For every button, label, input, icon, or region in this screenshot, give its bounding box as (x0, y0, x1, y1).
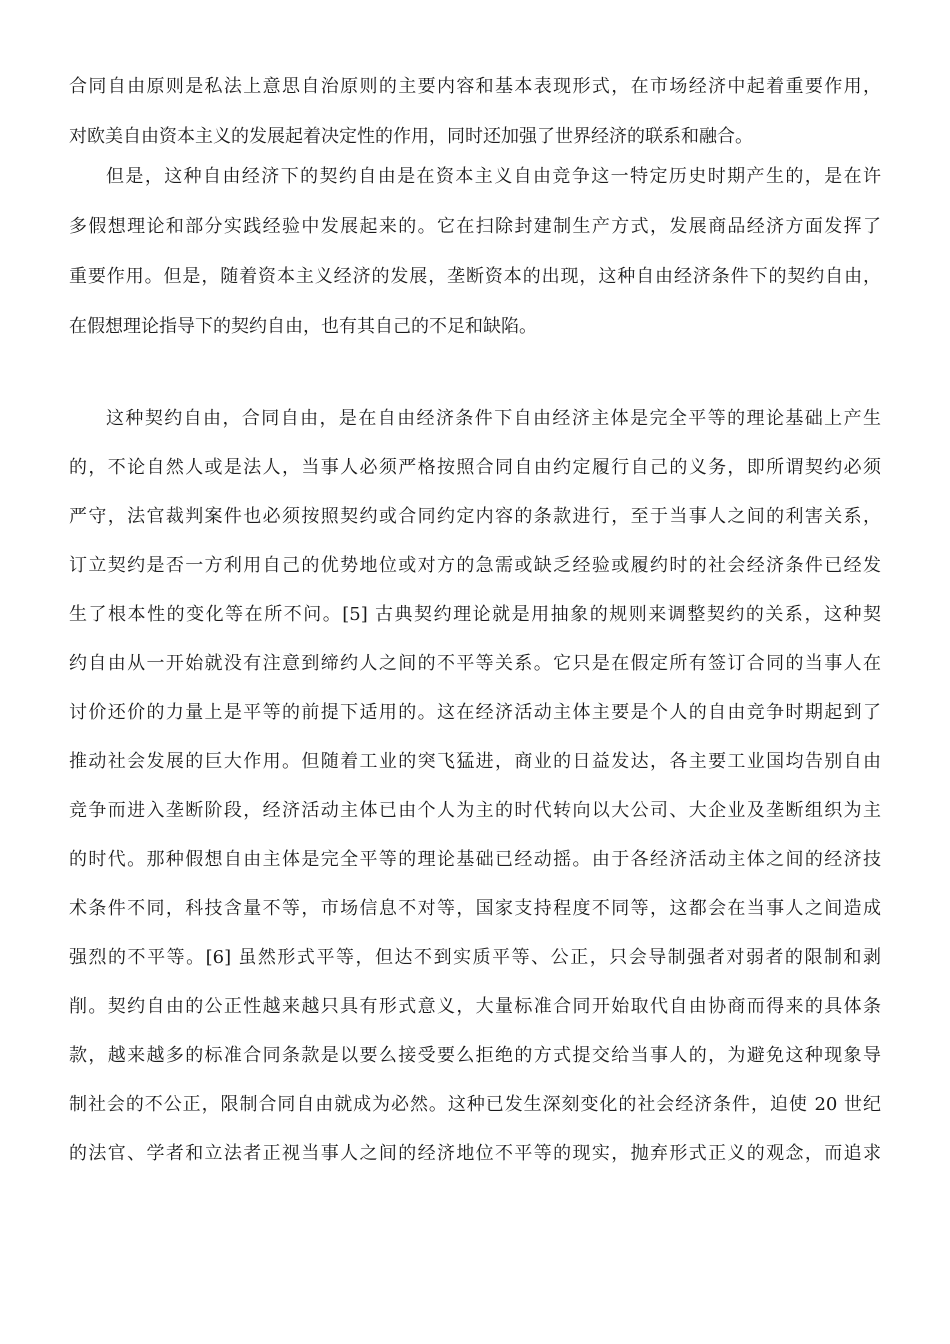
text-line: 多假想理论和部分实践经验中发展起来的。它在扫除封建制生产方式，发展商品经济方面发挥了 (69, 216, 881, 237)
text-line: 竞争而进入垄断阶段，经济活动主体已由个人为主的时代转向以大公司、大企业及垄断组织为主 (69, 800, 881, 821)
text-line: 但是，这种自由经济下的契约自由是在资本主义自由竞争这一特定历史时期产生的，是在许 (106, 166, 881, 187)
text-line: 讨价还价的力量上是平等的前提下适用的。这在经济活动主体主要是个人的自由竞争时期起到了 (69, 702, 881, 723)
text-line: 的，不论自然人或是法人，当事人必须严格按照合同自由约定履行自己的义务，即所谓契约必须 (69, 457, 881, 478)
text-line: 制社会的不公正，限制合同自由就成为必然。这种已发生深刻变化的社会经济条件，迫使 20 世纪 (69, 1094, 881, 1115)
text-line: 强烈的不平等。[6] 虽然形式平等，但达不到实质平等、公正，只会导制强者对弱者的限制和剥 (69, 947, 881, 968)
text-line: 订立契约是否一方利用自己的优势地位或对方的急需或缺乏经验或履约时的社会经济条件已经发 (69, 555, 881, 576)
text-line: 严守，法官裁判案件也必须按照契约或合同约定内容的条款进行，至于当事人之间的利害关系， (69, 506, 881, 527)
text-line: 的时代。那种假想自由主体是完全平等的理论基础已经动摇。由于各经济活动主体之间的经济技 (69, 849, 881, 870)
text-line: 对欧美自由资本主义的发展起着决定性的作用，同时还加强了世界经济的联系和融合。 (69, 126, 753, 147)
text-line: 推动社会发展的巨大作用。但随着工业的突飞猛进，商业的日益发达，各主要工业国均告别自由 (69, 751, 881, 772)
text-line: 生了根本性的变化等在所不问。[5] 古典契约理论就是用抽象的规则来调整契约的关系，这种契 (69, 604, 881, 625)
text-line: 合同自由原则是私法上意思自治原则的主要内容和基本表现形式，在市场经济中起着重要作用， (69, 76, 881, 97)
text-line: 术条件不同，科技含量不等，市场信息不对等，国家支持程度不同等，这都会在当事人之间造成 (69, 898, 881, 919)
text-line: 重要作用。但是，随着资本主义经济的发展，垄断资本的出现，这种自由经济条件下的契约自由， (69, 266, 881, 287)
text-line: 约自由从一开始就没有注意到缔约人之间的不平等关系。它只是在假定所有签订合同的当事人在 (69, 653, 881, 674)
text-line: 这种契约自由，合同自由，是在自由经济条件下自由经济主体是完全平等的理论基础上产生 (106, 408, 881, 429)
text-line: 削。契约自由的公正性越来越只具有形式意义，大量标准合同开始取代自由协商而得来的具体条 (69, 996, 881, 1017)
text-line: 在假想理论指导下的契约自由，也有其自己的不足和缺陷。 (69, 316, 537, 337)
text-line: 款，越来越多的标准合同条款是以要么接受要么拒绝的方式提交给当事人的，为避免这种现象导 (69, 1045, 881, 1066)
text-line: 的法官、学者和立法者正视当事人之间的经济地位不平等的现实，抛弃形式正义的观念，而追求 (69, 1143, 881, 1164)
